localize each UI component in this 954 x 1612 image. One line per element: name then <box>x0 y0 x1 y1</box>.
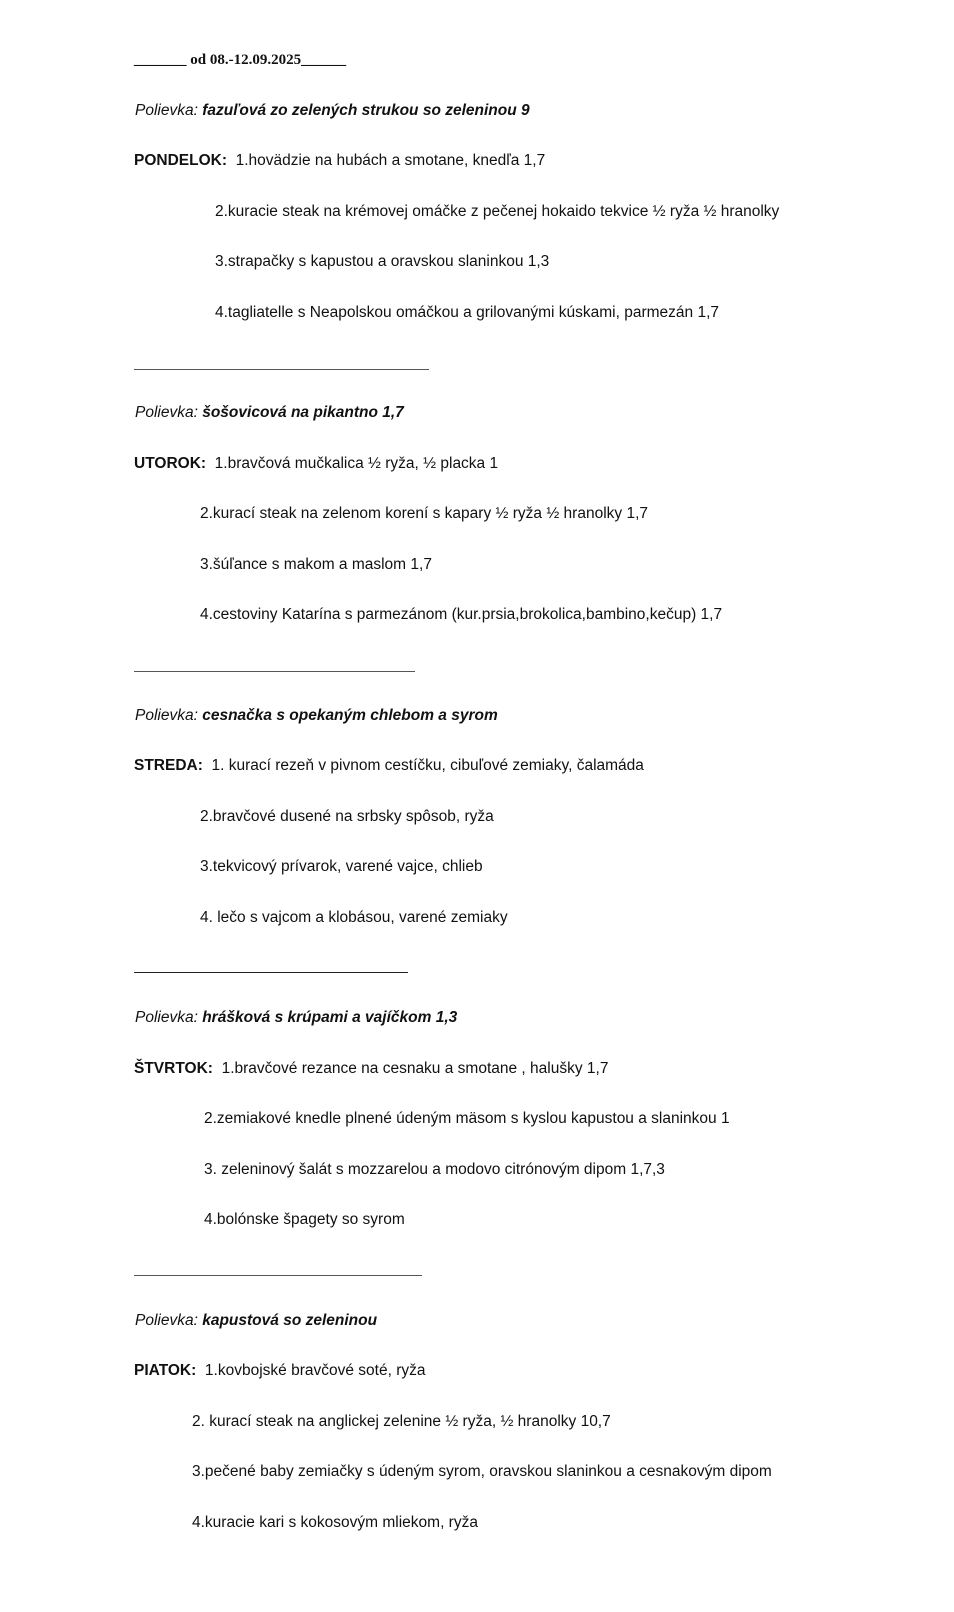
soup-label: Polievka: <box>135 707 198 724</box>
soup-name: kapustová so zeleninou <box>202 1312 378 1329</box>
soup-name: cesnačka s opekaným chlebom a syrom <box>202 707 498 724</box>
soup-line-tuesday <box>135 404 404 422</box>
day-row-wednesday <box>134 757 644 775</box>
menu-item: 2.kuracie steak na krémovej omáčke z pečenej hokaido tekvice ½ ryža ½ hranolky <box>215 203 780 220</box>
section-divider <box>134 1275 422 1276</box>
menu-item: 4.bolónske špagety so syrom <box>204 1211 405 1228</box>
day-label: PIATOK: <box>134 1362 197 1379</box>
day-row-friday <box>134 1362 425 1380</box>
menu-item: 4. lečo s vajcom a klobásou, varené zemiaky <box>200 909 508 926</box>
menu-item: 3.strapačky s kapustou a oravskou slaninkou 1,3 <box>215 253 550 270</box>
menu-item: 1.kovbojské bravčové soté, ryža <box>204 1362 426 1379</box>
menu-item: 4.cestoviny Katarína s parmezánom (kur.prsia,brokolica,bambino,kečup) 1,7 <box>200 606 723 623</box>
soup-line-friday <box>135 1312 377 1330</box>
day-row-thursday <box>134 1060 608 1078</box>
menu-item: 2.kurací steak na zelenom korení s kapary ½ ryža ½ hranolky 1,7 <box>200 505 649 522</box>
soup-name: fazuľová zo zelených strukou so zeleninou 9 <box>202 102 530 119</box>
section-divider <box>134 972 408 973</box>
soup-line-thursday <box>135 1009 457 1027</box>
day-label: PONDELOK: <box>134 152 227 169</box>
soup-label: Polievka: <box>135 404 198 421</box>
menu-item: 2. kurací steak na anglickej zelenine ½ ryža, ½ hranolky 10,7 <box>192 1413 611 1430</box>
menu-item: 1. kurací rezeň v pivnom cestíčku, cibuľové zemiaky, čalamáda <box>211 757 644 774</box>
soup-line-monday <box>135 102 530 120</box>
day-label: UTOROK: <box>134 455 207 472</box>
soup-label: Polievka: <box>135 102 198 119</box>
menu-item: 3. zeleninový šalát s mozzarelou a modovo citrónovým dipom 1,7,3 <box>204 1161 665 1178</box>
soup-label: Polievka: <box>135 1009 198 1026</box>
section-divider <box>134 671 415 672</box>
menu-item: 4.tagliatelle s Neapolskou omáčkou a grilovanými kúskami, parmezán 1,7 <box>215 304 719 321</box>
menu-item: 1.bravčová mučkalica ½ ryža, ½ placka 1 <box>214 455 499 472</box>
menu-item: 2.zemiakové knedle plnené údeným mäsom s kyslou kapustou a slaninkou 1 <box>204 1110 730 1127</box>
day-row-monday <box>134 152 545 170</box>
day-label: STREDA: <box>134 757 203 774</box>
day-label: ŠTVRTOK: <box>134 1060 213 1077</box>
menu-item: 1.hovädzie na hubách a smotane, knedľa 1,7 <box>235 152 546 169</box>
menu-item: 3.šúľance s makom a maslom 1,7 <box>200 556 432 573</box>
menu-item: 4.kuracie kari s kokosovým mliekom, ryža <box>192 1514 478 1531</box>
day-row-tuesday <box>134 455 498 473</box>
soup-line-wednesday <box>135 707 498 725</box>
soup-name: hrášková s krúpami a vajíčkom 1,3 <box>202 1009 458 1026</box>
menu-item: 2.bravčové dusené na srbsky spôsob, ryža <box>200 808 494 825</box>
menu-item: 3.tekvicový prívarok, varené vajce, chlieb <box>200 858 483 875</box>
menu-week-heading: _______ od 08.-12.09.2025______ <box>134 52 347 68</box>
menu-item: 1.bravčové rezance na cesnaku a smotane , halušky 1,7 <box>221 1060 609 1077</box>
section-divider <box>134 369 429 370</box>
menu-item: 3.pečené baby zemiačky s údeným syrom, oravskou slaninkou a cesnakovým dipom <box>192 1463 772 1480</box>
soup-label: Polievka: <box>135 1312 198 1329</box>
soup-name: šošovicová na pikantno 1,7 <box>202 404 404 421</box>
